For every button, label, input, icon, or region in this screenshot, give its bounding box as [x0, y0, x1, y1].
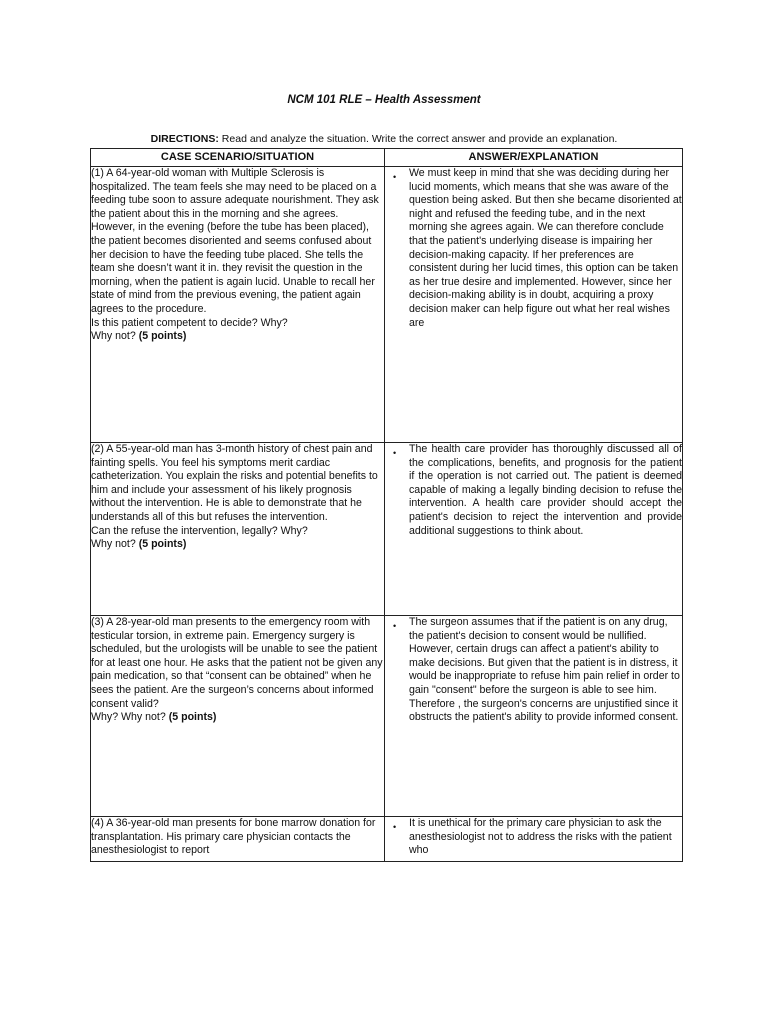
answer-text: We must keep in mind that she was deciding during her lucid moments, which means that she was aware of the question being asked. But then she became disoriented at night and refused the feeding tube, and in the next morning she agrees again. We can therefore conclude that the patient's underlying disease is impairing her decision-making capacity. If her preferences are consistent during her lucid times, this option can be taken as her true desire and implemented. However, since her decision-making ability is in doubt, acquiring a proxy decision maker can help figure out what her real wishes are	[409, 167, 682, 329]
bullet-icon: •	[393, 172, 397, 182]
case-text: (4) A 36-year-old man presents for bone marrow donation for transplantation. His primary care physician contacts the anesthesiologist to report	[91, 817, 376, 857]
table-row	[91, 443, 683, 616]
header-case-scenario: CASE SCENARIO/SITUATION	[91, 149, 385, 167]
case-text: (3) A 28-year-old man presents to the emergency room with testicular torsion, in extreme pain. Emergency surgery is scheduled, but the urologists will be unable to see the patient for at least one hour. He asks that the patient not be given any pain medication, so that “consent can be obtained” when he sees the patient. Are the surgeon’s concerns about informed consent valid? Why? Why not?	[91, 616, 383, 724]
table-row	[91, 616, 683, 817]
directions-label: DIRECTIONS:	[150, 133, 219, 145]
answer-cell	[385, 616, 683, 817]
answer-cell	[385, 817, 683, 862]
case-text: (2) A 55-year-old man has 3-month history of chest pain and fainting spells. You feel his symptoms merit cardiac catheterization. You explain the risks and potential benefits to him and include your assessment of his likely prognosis without the intervention. He is able to demonstrate that he understands all of this but refuses the intervention. Can the refuse the intervention, legally? Why? Why not?	[91, 443, 378, 551]
points-label: (5 points)	[138, 538, 187, 551]
table-row	[91, 167, 683, 443]
bullet-icon: •	[393, 621, 397, 631]
answer-text: It is unethical for the primary care physician to ask the anesthesiologist not to address the risks with the patient who	[409, 817, 672, 857]
bullet-icon: •	[393, 448, 397, 458]
answer-text: The surgeon assumes that if the patient is on any drug, the patient's decision to consent would be nullified. However, certain drugs can affect a patient's ability to make decisions. But given that the patient is in distress, it would be inappropriate to refuse him pain relief in order to gain "consent" before the surgeon is able to see him. Therefore , the surgeon's concerns are unjustified since it obstructs the patient's ability to provide informed consent.	[409, 616, 680, 724]
header-answer-explanation: ANSWER/EXPLANATION	[385, 149, 683, 167]
case-cell	[91, 167, 385, 443]
case-cell	[91, 616, 385, 817]
directions	[0, 133, 768, 145]
answer-cell	[385, 167, 683, 443]
case-table	[90, 148, 683, 862]
case-cell	[91, 817, 385, 862]
case-cell	[91, 443, 385, 616]
points-label: (5 points)	[138, 330, 187, 343]
table-header-row	[91, 149, 683, 167]
points-label: (5 points)	[168, 711, 217, 724]
document-title: NCM 101 RLE – Health Assessment	[287, 94, 481, 106]
answer-text: The health care provider has thoroughly discussed all of the complications, benefits, and prognosis for the patient if the operation is not carried out. The patient is deemed capable of making a legally binding decision to refuse the intervention. A health care provider should accept the patient's decision to reject the intervention and provide additional suggestions to think about.	[409, 443, 682, 537]
directions-text: Read and analyze the situation. Write the correct answer and provide an explanation.	[218, 133, 618, 145]
bullet-icon: •	[393, 822, 397, 832]
table-row	[91, 817, 683, 862]
answer-cell	[385, 443, 683, 616]
case-text: (1) A 64-year-old woman with Multiple Sclerosis is hospitalized. The team feels she may need to be placed on a feeding tube soon to assure adequate nourishment. They ask the patient about this in the morning and she agrees. However, in the evening (before the tube has been placed), the patient becomes disoriented and seems confused about her decision to have the feeding tube placed. She tells the team she doesn’t want it in. they revisit the question in the morning, when the patient is again lucid. Unable to recall her state of mind from the previous evening, the patient again agrees to the procedure. Is this patient competent to decide? Why? Why not?	[91, 167, 379, 343]
